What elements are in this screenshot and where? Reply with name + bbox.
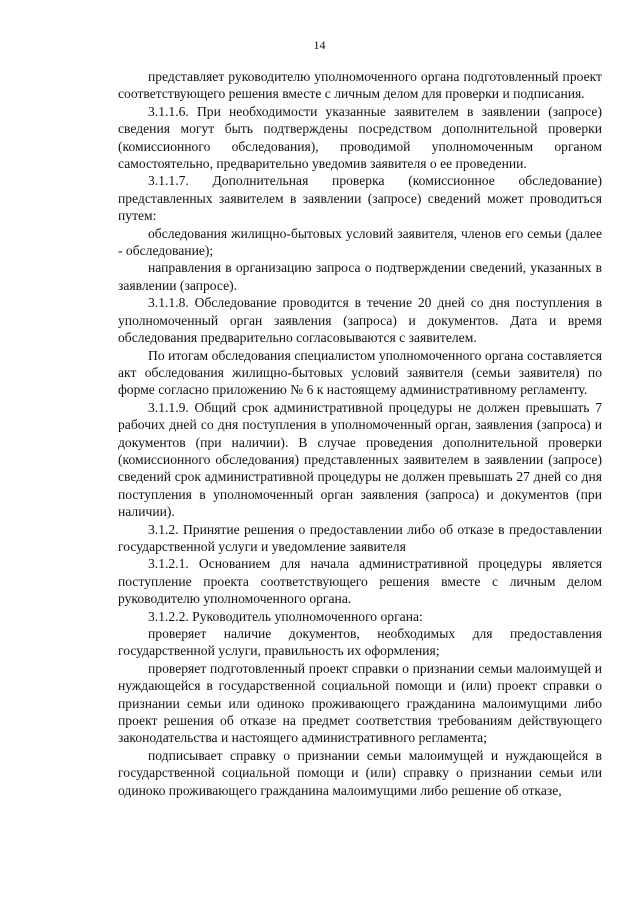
paragraph: 3.1.1.8. Обследование проводится в течение 20 дней со дня поступления в уполномоченный орган заявления (запроса) и документов. Дата и время обследования предварительно согласовываются с заявителем.: [118, 295, 602, 346]
document-body: [118, 68, 602, 799]
paragraph: 3.1.2. Принятие решения о предоставлении либо об отказе в предоставлении государственной услуги и уведомление заявителя: [118, 521, 602, 554]
paragraph: представляет руководителю уполномоченного органа подготовленный проект соответствующего решения вместе с личным делом для проверки и подписания.: [118, 69, 602, 102]
paragraph: обследования жилищно-бытовых условий заявителя, членов его семьи (далее - обследование);: [118, 225, 602, 259]
paragraph: 3.1.2.1. Основанием для начала административной процедуры является поступление проекта соответствующего решения вместе с личным делом руководителю уполномоченного органа.: [118, 556, 602, 607]
page-number: 14: [313, 38, 326, 52]
paragraph: 3.1.1.9. Общий срок административной процедуры не должен превышать 7 рабочих дней со дня поступления в уполномоченный орган, заявления (запроса) и документов (при наличии). В случае проведения дополнительной проверки (комиссионного обследования) представленных заявителем в заявлении (запросе) сведений срок административной процедуры не должен превышать 27 дней со дня поступления в уполномоченный орган заявления (запроса) и документов (при наличии).: [118, 399, 602, 520]
paragraph: проверяет наличие документов, необходимых для предоставления государственной услуги, правильность их оформления;: [118, 626, 602, 659]
paragraph: 3.1.1.7. Дополнительная проверка (комиссионное обследование) представленных заявителем в заявлении (запросе) сведений может проводиться путем:: [118, 173, 602, 224]
paragraph: подписывает справку о признании семьи малоимущей и нуждающейся в государственной социальной помощи и (или) справку о признании семьи или одиноко проживающего гражданина малоимущими либо решение об отказе,: [118, 747, 602, 798]
paragraph: По итогам обследования специалистом уполномоченного органа составляется акт обследования жилищно-бытовых условий заявителя (семьи заявителя) по форме согласно приложению № 6 к настоящему административному регламенту.: [118, 347, 602, 398]
paragraph: проверяет подготовленный проект справки о признании семьи малоимущей и нуждающейся в государственной социальной помощи и (или) проект справки о признании семьи или одиноко проживающего гражданина малоимущими либо проект решения об отказе на предмет соответствия требованиям действующего законодательства и настоящего административного регламента;: [118, 660, 602, 746]
paragraph: 3.1.2.2. Руководитель уполномоченного органа:: [148, 608, 423, 624]
paragraph: направления в организацию запроса о подтверждении сведений, указанных в заявлении (запросе).: [118, 260, 602, 293]
paragraph: 3.1.1.6. При необходимости указанные заявителем в заявлении (запросе) сведения могут быть подтверждены посредством дополнительной проверки (комиссионного обследования), проводимой уполномоченным органом самостоятельно, предварительно уведомив заявителя о ее проведении.: [118, 103, 602, 172]
